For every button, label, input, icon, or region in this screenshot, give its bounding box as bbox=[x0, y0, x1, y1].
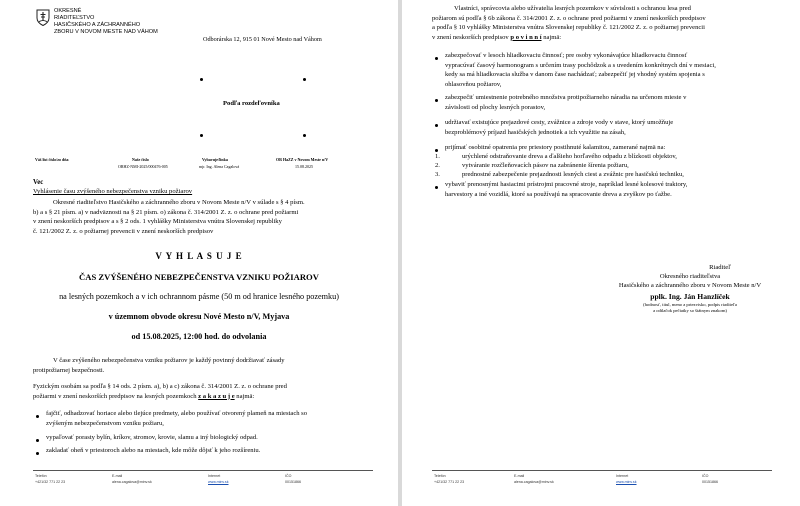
declaration-headline: ČAS ZVÝŠENÉHO NEBEZPEČENSTVA VZNIKU POŽIAROV bbox=[79, 272, 319, 282]
signature-org: Okresného riaditeľstva bbox=[659, 272, 721, 280]
document-page-1 bbox=[0, 0, 398, 506]
footer-email: alena.cagalova@minv.sk bbox=[514, 480, 554, 484]
paragraph-line: č. 121/2002 Z. z. o požiarnej prevencii v znení neskorších predpisov bbox=[33, 227, 214, 235]
org-name-line: OKRESNÉ bbox=[54, 8, 82, 14]
duty-item bbox=[445, 180, 774, 199]
document-page-2 bbox=[402, 0, 800, 506]
list-number: 3. bbox=[435, 171, 440, 178]
declaration-area: v územnom obvode okresu Nové Mesto n/V, Myjava bbox=[108, 312, 290, 321]
duty-item bbox=[445, 93, 774, 112]
window-mark bbox=[200, 134, 203, 137]
org-name bbox=[54, 8, 158, 36]
window-mark bbox=[303, 134, 306, 137]
footer-email: alena.cagalova@minv.sk bbox=[112, 480, 152, 484]
addressee: Podľa rozdeľovníka bbox=[223, 100, 280, 107]
footer-label: Internet bbox=[616, 474, 629, 478]
bullet-icon bbox=[435, 57, 438, 60]
forbidden-item bbox=[46, 409, 371, 428]
numbered-item: urýchlené odstraňovanie dreva a ďalšieho horľavého odpadu z blízkosti objektov, bbox=[462, 153, 677, 160]
signature-title: Riaditeľ bbox=[709, 264, 731, 271]
list-line: kedy sa má hliadkovacia služba v danom čase nachádzať; zabezpečiť jej vhodný systém spojenia s bbox=[445, 71, 705, 78]
footer-label: Telefón bbox=[35, 474, 47, 478]
list-line: zakladať oheň v priestoroch alebo na miestach, kde môže dôjsť k jeho rozšíreniu. bbox=[46, 447, 261, 454]
paragraph-line: Okresné riaditeľstvo Hasičského a záchranného zboru v Novom Meste n/V v súlade s § 4 písm. bbox=[53, 199, 305, 206]
bullet-icon bbox=[36, 452, 39, 455]
declaration-scope: na lesných pozemkoch a v ich ochrannom pásme (50 m od hranice lesného pozemku) bbox=[59, 292, 339, 301]
intro-paragraph bbox=[33, 198, 371, 236]
forbidden-item bbox=[46, 433, 371, 443]
org-name-line: RIADITEĽSTVO bbox=[54, 15, 95, 21]
bullet-icon bbox=[435, 99, 438, 102]
declaration-title: V Y H L A S U J E bbox=[155, 251, 243, 261]
ref-value: 15.08.2025 bbox=[295, 164, 313, 169]
org-name-line: ZBORU V NOVOM MESTE NAD VÁHOM bbox=[54, 29, 158, 35]
paragraph-line: v znení neskorších predpisov bbox=[432, 33, 509, 41]
ref-value: mjr. Ing. Alena Cagalová bbox=[199, 164, 240, 169]
footer-phone: +421/32 771 22 23 bbox=[434, 480, 465, 484]
paragraph-line: Vlastníci, správcovia alebo užívatelia lesných pozemkov v súvislosti s ochranou lesa pred bbox=[454, 5, 691, 12]
signature-block bbox=[590, 264, 790, 290]
paragraph-line: b) a s § 21 písm. a) v nadväznosti na § 21 písm. o) zákona č. 314/2001 Z. z. o ochrane pred požiarmi bbox=[33, 208, 299, 216]
signature-note-line: (hodnosť, titul, meno a priezvisko, podpis riaditeľa bbox=[643, 302, 737, 307]
footer-divider bbox=[33, 470, 373, 471]
subject-label: Vec bbox=[33, 179, 44, 186]
duty-paragraph bbox=[33, 356, 371, 375]
signature-note-line: a odtlačok pečiatky so štátnym znakom) bbox=[653, 308, 727, 314]
footer-label: E-mail bbox=[112, 474, 123, 478]
ref-header: Váš list číslo/zo dňa bbox=[35, 157, 69, 162]
paragraph-line: požiarmi v znení neskorších predpisov na lesných pozemkoch bbox=[33, 392, 197, 400]
window-mark bbox=[200, 78, 203, 81]
list-number: 1. bbox=[435, 153, 440, 160]
bullet-icon bbox=[36, 439, 39, 442]
footer-divider bbox=[432, 470, 772, 471]
footer-label: Internet bbox=[208, 474, 221, 478]
list-line: prijímať osobitné opatrenia pre priestory postihnuté kalamitou, zamerané najmä na: bbox=[445, 144, 666, 151]
bullet-icon bbox=[435, 186, 438, 189]
footer-label: Telefón bbox=[434, 474, 446, 478]
paragraph-line: V čase zvýšeného nebezpečenstva vzniku požiarov je každý povinný dodržiavať zásady bbox=[53, 357, 285, 364]
numbered-item: vytváranie rozčleňovacích pásov na zabránenie šírenia požiaru, bbox=[462, 162, 629, 169]
list-line: fajčiť, odhadzovať horiace alebo tlejúce predmety, alebo používať otvorený plameň na miestach so bbox=[46, 410, 308, 417]
signature-org: Hasičského a záchranného zboru v Novom Meste n/V bbox=[618, 281, 762, 289]
ref-header: OR HaZZ v Novom Meste n/V bbox=[276, 157, 329, 162]
list-line: vypracúvať časový harmonogram s určením trasy pochôdzok a s uvedením konkrétnych dní v mesiaci, bbox=[445, 61, 716, 69]
signature-note bbox=[590, 302, 790, 315]
obliged-word: p o v i n n í bbox=[510, 33, 542, 41]
bullet-icon bbox=[36, 415, 39, 418]
ref-header: Naše číslo bbox=[132, 157, 149, 162]
list-line: ohlasovňou požiarov, bbox=[445, 80, 502, 88]
declaration-validity: od 15.08.2025, 12:00 hod. do odvolania bbox=[131, 332, 267, 341]
list-line: vybaviť prenosnými hasiacimi prístrojmi pracovné stroje, napríklad lesné kolesové traktory, bbox=[445, 181, 688, 188]
footer-website-link[interactable]: www.minv.sk bbox=[616, 480, 637, 484]
forbidden-word: z a k a z u j e bbox=[198, 392, 235, 400]
footer-ico: 00151866 bbox=[285, 480, 301, 484]
paragraph-line: požiarom sú podľa § 6b zákona č. 314/2001 Z. z. o ochrane pred požiarmi v znení neskorších predpisov bbox=[432, 14, 706, 22]
footer-website-link[interactable]: www.minv.sk bbox=[208, 480, 229, 484]
subject-line: Vyhlásenie času zvýšeného nebezpečenstva vzniku požiarov bbox=[33, 188, 193, 195]
list-line: bezproblémový príjazd hasičských jednotiek a ich využitie na zásah, bbox=[445, 128, 626, 136]
paragraph-line: najmä: bbox=[541, 33, 562, 41]
list-line: udržiavať existujúce prejazdové cesty, zvážnice a zdroje vody v stave, ktorý umožňuje bbox=[445, 119, 674, 126]
footer-ico: 00151866 bbox=[702, 480, 718, 484]
paragraph-line: v znení neskorších predpisov a s § 2 ods. 1 vyhlášky Ministerstva vnútra Slovenskej republiky bbox=[33, 218, 282, 225]
numbered-item: prednostné zabezpečenie prejazdnosti lesných ciest a zvážnic pre hasičskú techniku, bbox=[462, 171, 684, 178]
org-name-line: HASIČSKÉHO A ZÁCHRANNÉHO bbox=[54, 22, 141, 28]
paragraph-line: protipožiarnej bezpečnosti. bbox=[33, 366, 105, 374]
footer-label: IČO bbox=[285, 474, 292, 478]
org-address: Odborárska 12, 915 01 Nové Mesto nad Váhom bbox=[203, 36, 322, 43]
owners-paragraph bbox=[432, 4, 774, 42]
prohibition-paragraph bbox=[33, 382, 371, 401]
paragraph-line: najmä: bbox=[234, 392, 255, 400]
bullet-icon bbox=[435, 124, 438, 127]
forbidden-item bbox=[46, 446, 371, 456]
list-line: zabezpečovať v lesoch hliadkovaciu činnosť; pre osoby vykonávajúce hliadkovaciu činnosť bbox=[445, 52, 688, 59]
list-line: zvýšeným nebezpečenstvom vzniku požiaru, bbox=[46, 419, 164, 427]
ref-value: ORHZ-NMI-2025/000476-005 bbox=[118, 164, 168, 169]
bullet-icon bbox=[435, 149, 438, 152]
footer-label: IČO bbox=[702, 474, 709, 478]
list-line: závislosti od plochy lesných porastov, bbox=[445, 103, 546, 111]
duty-item bbox=[445, 51, 774, 89]
footer-label: E-mail bbox=[514, 474, 525, 478]
paragraph-line: Fyzickým osobám sa podľa § 14 ods. 2 písm. a), b) a c) zákona č. 314/2001 Z. z. o ochrane pred bbox=[33, 383, 287, 390]
coat-of-arms-icon bbox=[36, 9, 50, 26]
ref-header: Vybavuje/linka bbox=[202, 157, 228, 162]
list-line: vypaľovať porasty bylín, kríkov, stromov, krovie, slamu a iný biologický odpad. bbox=[46, 434, 258, 441]
duty-item bbox=[445, 143, 774, 153]
list-line: zabezpečiť umiestnenie potrebného množstva protipožiarneho náradia na určenom mieste v bbox=[445, 94, 687, 101]
duty-item bbox=[445, 118, 774, 137]
signatory-name: pplk. Ing. Ján Hanzlíček bbox=[650, 292, 730, 301]
paragraph-line: a podľa § 10 vyhlášky Ministerstva vnútra Slovenskej republiky č. 121/2002 Z. z. o požiarnej prevencii bbox=[432, 24, 705, 31]
list-line: harvestory a iné vozidlá, ktoré sa používajú na spracovanie dreva a zvyškov po ťažbe. bbox=[445, 190, 672, 198]
window-mark bbox=[303, 78, 306, 81]
list-number: 2. bbox=[435, 162, 440, 169]
footer-phone: +421/32 771 22 23 bbox=[35, 480, 66, 484]
